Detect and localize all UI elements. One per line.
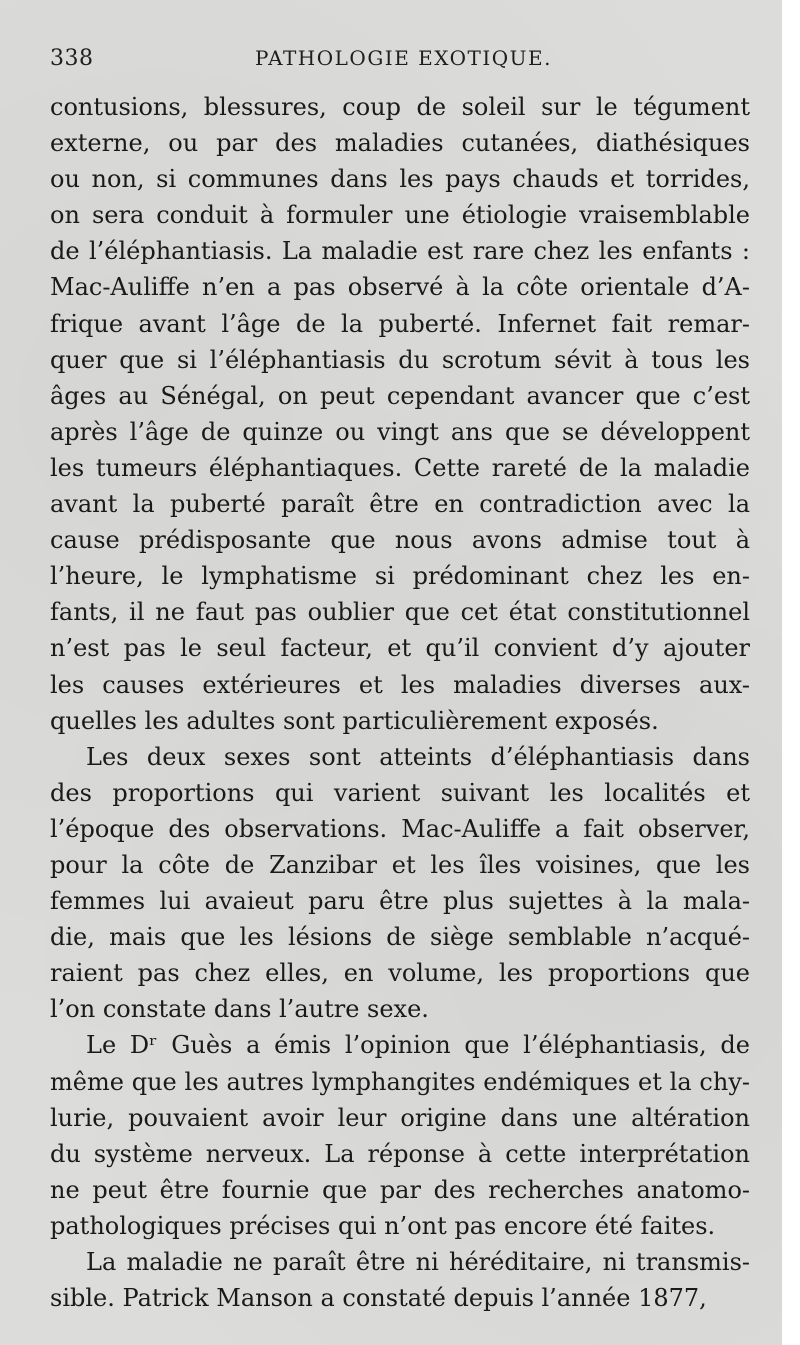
text-line: l’époque des observations. Mac-Auliffe a fait observer,	[50, 814, 750, 843]
text-line: même que les autres lymphangites endémiques et la chy-	[50, 1067, 750, 1096]
body-text	[50, 89, 750, 1316]
text-line: externe, ou par des maladies cutanées, diathésiques	[50, 129, 750, 158]
paragraph	[50, 739, 750, 1028]
text-line: de l’éléphantiasis. La maladie est rare chez les enfants :	[50, 237, 750, 266]
text-line: die, mais que les lésions de siège semblable n’acqué-	[50, 923, 750, 952]
text-line: ou non, si communes dans les pays chauds et torrides,	[50, 165, 750, 194]
text-line: ne peut être fournie que par des recherches anatomo-	[50, 1175, 750, 1204]
text-line: Mac-Auliffe n’en a pas observé à la côte orientale d’A-	[50, 273, 750, 302]
text-line: pathologiques précises qui n’ont pas encore été faites.	[50, 1211, 716, 1240]
text-line: des proportions qui varient suivant les localités et	[50, 778, 750, 807]
text-line: femmes lui avaieut paru être plus sujettes à la mala-	[50, 887, 750, 916]
text-line: pour la côte de Zanzibar et les îles voisines, que les	[50, 850, 750, 879]
text-line: l’on constate dans l’autre sexe.	[50, 995, 429, 1024]
text-line: les tumeurs éléphantiaques. Cette rareté de la maladie	[50, 453, 750, 482]
paragraph	[50, 1027, 750, 1244]
text-line: on sera conduit à formuler une étiologie vraisemblable	[50, 201, 750, 230]
text-line: frique avant l’âge de la puberté. Infernet fait remar-	[50, 309, 750, 338]
text-line: Les deux sexes sont atteints d’éléphantiasis dans	[86, 742, 750, 771]
text-line: avant la puberté paraît être en contradiction avec la	[50, 490, 750, 519]
text-line: n’est pas le seul facteur, et qu’il convient d’y ajouter	[50, 634, 750, 663]
text-line: contusions, blessures, coup de soleil sur le tégument	[50, 93, 750, 121]
text-line: lurie, pouvaient avoir leur origine dans une altération	[50, 1103, 750, 1132]
text-line: fants, il ne faut pas oublier que cet état constitutionnel	[50, 598, 750, 627]
running-head: PATHOLOGIE EXOTIQUE.	[255, 46, 552, 70]
text-line: cause prédisposante que nous avons admise tout à	[50, 526, 750, 555]
text-line: quer que si l’éléphantiasis du scrotum sévit à tous les	[50, 345, 750, 374]
text-line: sible. Patrick Manson a constaté depuis l’année 1877,	[50, 1284, 707, 1313]
paragraph	[50, 1244, 750, 1316]
page-number: 338	[50, 46, 94, 71]
text-line: raient pas chez elles, en volume, les proportions que	[50, 959, 750, 988]
text-line: Le Dʳ Guès a émis l’opinion que l’éléphantiasis, de	[86, 1031, 750, 1060]
scan-edge	[782, 0, 800, 1345]
text-line: âges au Sénégal, on peut cependant avancer que c’est	[50, 381, 750, 410]
paragraph	[50, 89, 750, 739]
text-line: après l’âge de quinze ou vingt ans que se développent	[50, 417, 750, 446]
text-line: l’heure, le lymphatisme si prédominant chez les en-	[50, 562, 750, 591]
text-line: La maladie ne paraît être ni héréditaire, ni transmis-	[86, 1248, 750, 1276]
page-header	[50, 46, 750, 76]
text-line: du système nerveux. La réponse à cette interprétation	[50, 1139, 750, 1168]
text-line: les causes extérieures et les maladies diverses aux-	[50, 670, 750, 699]
text-line: quelles les adultes sont particulièrement exposés.	[50, 706, 659, 735]
